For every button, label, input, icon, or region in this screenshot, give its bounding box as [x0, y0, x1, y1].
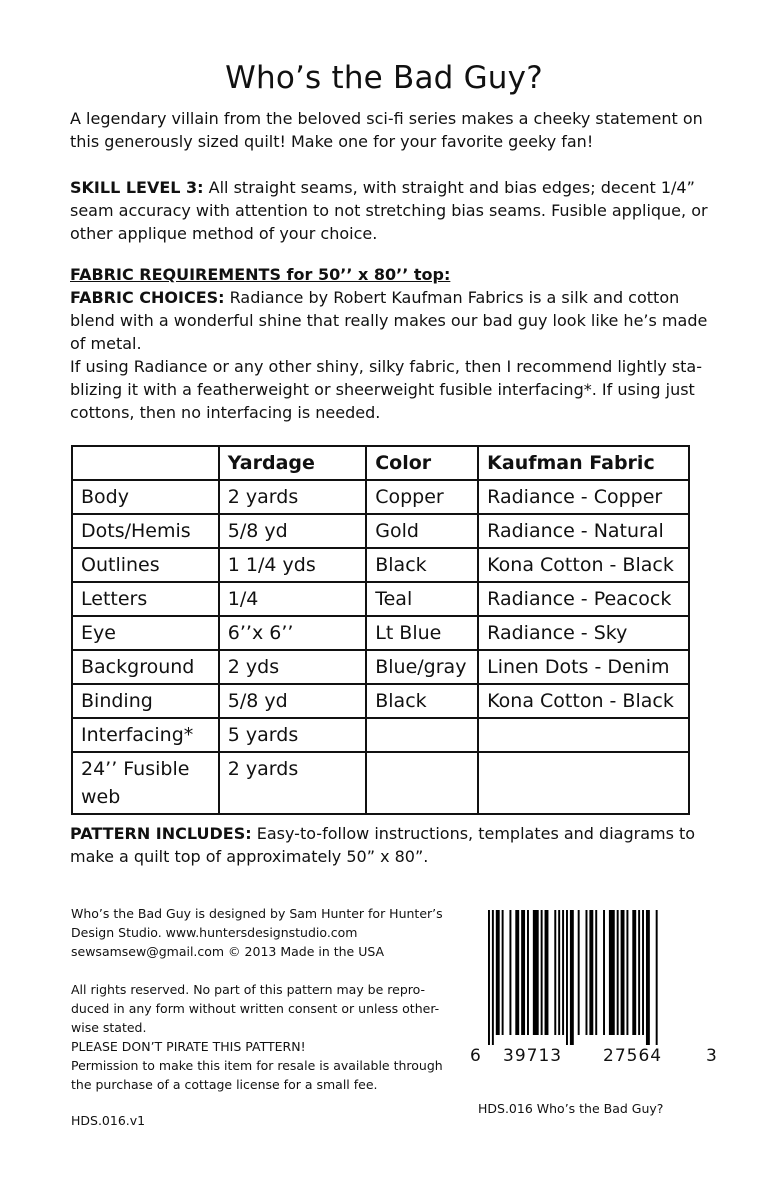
barcode-bar	[509, 910, 511, 1035]
table-cell: Body	[72, 480, 219, 514]
credits-line: Design Studio. www.huntersdesignstudio.com	[71, 925, 358, 940]
barcode-bar	[646, 910, 650, 1045]
rights-line: wise stated.	[71, 1020, 147, 1035]
barcode-bar	[502, 910, 504, 1035]
barcode-bar	[527, 910, 529, 1035]
barcode-bar	[617, 910, 619, 1035]
pattern-includes-text: Easy-to-follow instructions, templates and diagrams to make a quilt top of approximately 50” x 80”.	[70, 824, 696, 866]
table-cell: Blue/gray	[366, 650, 478, 684]
table-cell: 2 yards	[219, 752, 366, 814]
barcode-check-digit: 3	[706, 1046, 717, 1066]
table-cell: Letters	[72, 582, 219, 616]
barcode-bar	[656, 910, 658, 1045]
barcode-bar	[632, 910, 636, 1035]
table-cell: 24’’ Fusible web	[72, 752, 219, 814]
barcode-bar	[545, 910, 549, 1035]
barcode-bar	[515, 910, 519, 1035]
interfacing-note: If using Radiance or any other shiny, silky fabric, then I recommend lightly sta-blizing it with a featherweight or sheerweight fusible interfacing*. If using just cottons, then no interfacing is needed.	[70, 357, 703, 422]
barcode-bar	[638, 910, 640, 1035]
barcode-bar	[578, 910, 580, 1035]
table-cell: Gold	[366, 514, 478, 548]
table-row	[72, 752, 689, 814]
product-code-caption: HDS.016 Who’s the Bad Guy?	[478, 1101, 664, 1116]
skill-level-text: All straight seams, with straight and bias edges; decent 1/4” seam accuracy with attention to not stretching bias seams. Fusible applique, or other applique method of your choice.	[70, 178, 708, 243]
pattern-includes-paragraph	[70, 822, 710, 868]
fabric-requirements-heading	[70, 263, 710, 286]
barcode-bar	[562, 910, 564, 1035]
table-cell: 1 1/4 yds	[219, 548, 366, 582]
rights-line: PLEASE DON’T PIRATE THIS PATTERN!	[71, 1039, 306, 1054]
page-title: Who’s the Bad Guy?	[225, 60, 543, 96]
barcode-bar	[621, 910, 625, 1035]
table-row	[72, 684, 689, 718]
table-row	[72, 548, 689, 582]
table-cell: Teal	[366, 582, 478, 616]
upc-barcode	[484, 910, 694, 1045]
rights-line: All rights reserved. No part of this pattern may be repro-	[71, 982, 426, 997]
table-cell	[366, 718, 478, 752]
table-cell	[478, 752, 689, 814]
table-cell: Lt Blue	[366, 616, 478, 650]
fabric-choices-label: FABRIC CHOICES:	[70, 288, 225, 307]
table-cell: Binding	[72, 684, 219, 718]
fabric-requirements-table	[71, 445, 690, 815]
barcode-bar	[533, 910, 539, 1035]
table-header-cell: Yardage	[219, 446, 366, 480]
barcode-bar	[642, 910, 644, 1035]
table-header-cell	[72, 446, 219, 480]
fabric-choices-text: Radiance by Robert Kaufman Fabrics is a silk and cotton blend with a wonderful shine that really makes our bad guy look like he’s made of metal.	[70, 288, 708, 353]
rights-line: Permission to make this item for resale is available through	[71, 1058, 443, 1073]
table-cell: Eye	[72, 616, 219, 650]
barcode-bar	[496, 910, 500, 1035]
credits-block	[71, 904, 471, 961]
table-cell: 5/8 yd	[219, 514, 366, 548]
table-cell: 5 yards	[219, 718, 366, 752]
intro-paragraph: A legendary villain from the beloved sci-fi series makes a cheeky statement on this generously sized quilt! Make one for your favorite geeky fan!	[70, 109, 703, 151]
table-cell: Copper	[366, 480, 478, 514]
table-cell: Dots/Hemis	[72, 514, 219, 548]
table-cell: Black	[366, 684, 478, 718]
barcode-bar	[492, 910, 494, 1045]
skill-level-label: SKILL LEVEL 3:	[70, 178, 204, 197]
table-cell: Kona Cotton - Black	[478, 548, 689, 582]
table-cell: Background	[72, 650, 219, 684]
barcode-bar	[595, 910, 597, 1035]
table-header-row	[72, 446, 689, 480]
table-cell: 5/8 yd	[219, 684, 366, 718]
barcode-bar	[626, 910, 628, 1035]
table-cell: Interfacing*	[72, 718, 219, 752]
barcode-bar	[541, 910, 543, 1035]
table-row	[72, 650, 689, 684]
table-cell: Radiance - Natural	[478, 514, 689, 548]
skill-level-paragraph	[70, 176, 710, 245]
table-cell: Radiance - Sky	[478, 616, 689, 650]
barcode-left-digits: 39713	[503, 1046, 563, 1066]
table-cell: Kona Cotton - Black	[478, 684, 689, 718]
table-row	[72, 582, 689, 616]
table-cell: Black	[366, 548, 478, 582]
rights-block	[71, 980, 471, 1094]
barcode-lead-digit: 6	[470, 1046, 481, 1066]
table-cell: Linen Dots - Denim	[478, 650, 689, 684]
table-cell	[478, 718, 689, 752]
barcode-bar	[589, 910, 593, 1035]
table-cell	[366, 752, 478, 814]
barcode-bar	[609, 910, 615, 1035]
rights-line: duced in any form without written consent or unless other-	[71, 1001, 440, 1016]
table-header-cell: Color	[366, 446, 478, 480]
barcode-bar	[488, 910, 490, 1045]
table-row	[72, 480, 689, 514]
barcode-right-digits: 27564	[603, 1046, 663, 1066]
table-cell: 2 yards	[219, 480, 366, 514]
barcode-bar	[566, 910, 568, 1045]
barcode-bar	[554, 910, 556, 1035]
barcode-bar	[586, 910, 588, 1035]
pattern-includes-label: PATTERN INCLUDES:	[70, 824, 252, 843]
table-cell: 2 yds	[219, 650, 366, 684]
fabric-choices-paragraph	[70, 286, 710, 355]
barcode-bar	[521, 910, 525, 1035]
barcode-bar	[603, 910, 605, 1035]
table-cell: Radiance - Peacock	[478, 582, 689, 616]
table-cell: 1/4	[219, 582, 366, 616]
table-row	[72, 616, 689, 650]
table-cell: Radiance - Copper	[478, 480, 689, 514]
barcode-bar	[558, 910, 560, 1035]
table-row	[72, 718, 689, 752]
barcode-bar	[570, 910, 574, 1045]
version-label: HDS.016.v1	[71, 1113, 146, 1128]
table-header-cell: Kaufman Fabric	[478, 446, 689, 480]
table-row	[72, 514, 689, 548]
credits-line: sewsamsew@gmail.com © 2013 Made in the USA	[71, 944, 385, 959]
table-cell: 6’’x 6’’	[219, 616, 366, 650]
table-cell: Outlines	[72, 548, 219, 582]
fabric-requirements-title: FABRIC REQUIREMENTS for 50’’ x 80’’ top:	[70, 265, 451, 284]
credits-line: Who’s the Bad Guy is designed by Sam Hunter for Hunter’s	[71, 906, 443, 921]
rights-line: the purchase of a cottage license for a small fee.	[71, 1077, 378, 1092]
